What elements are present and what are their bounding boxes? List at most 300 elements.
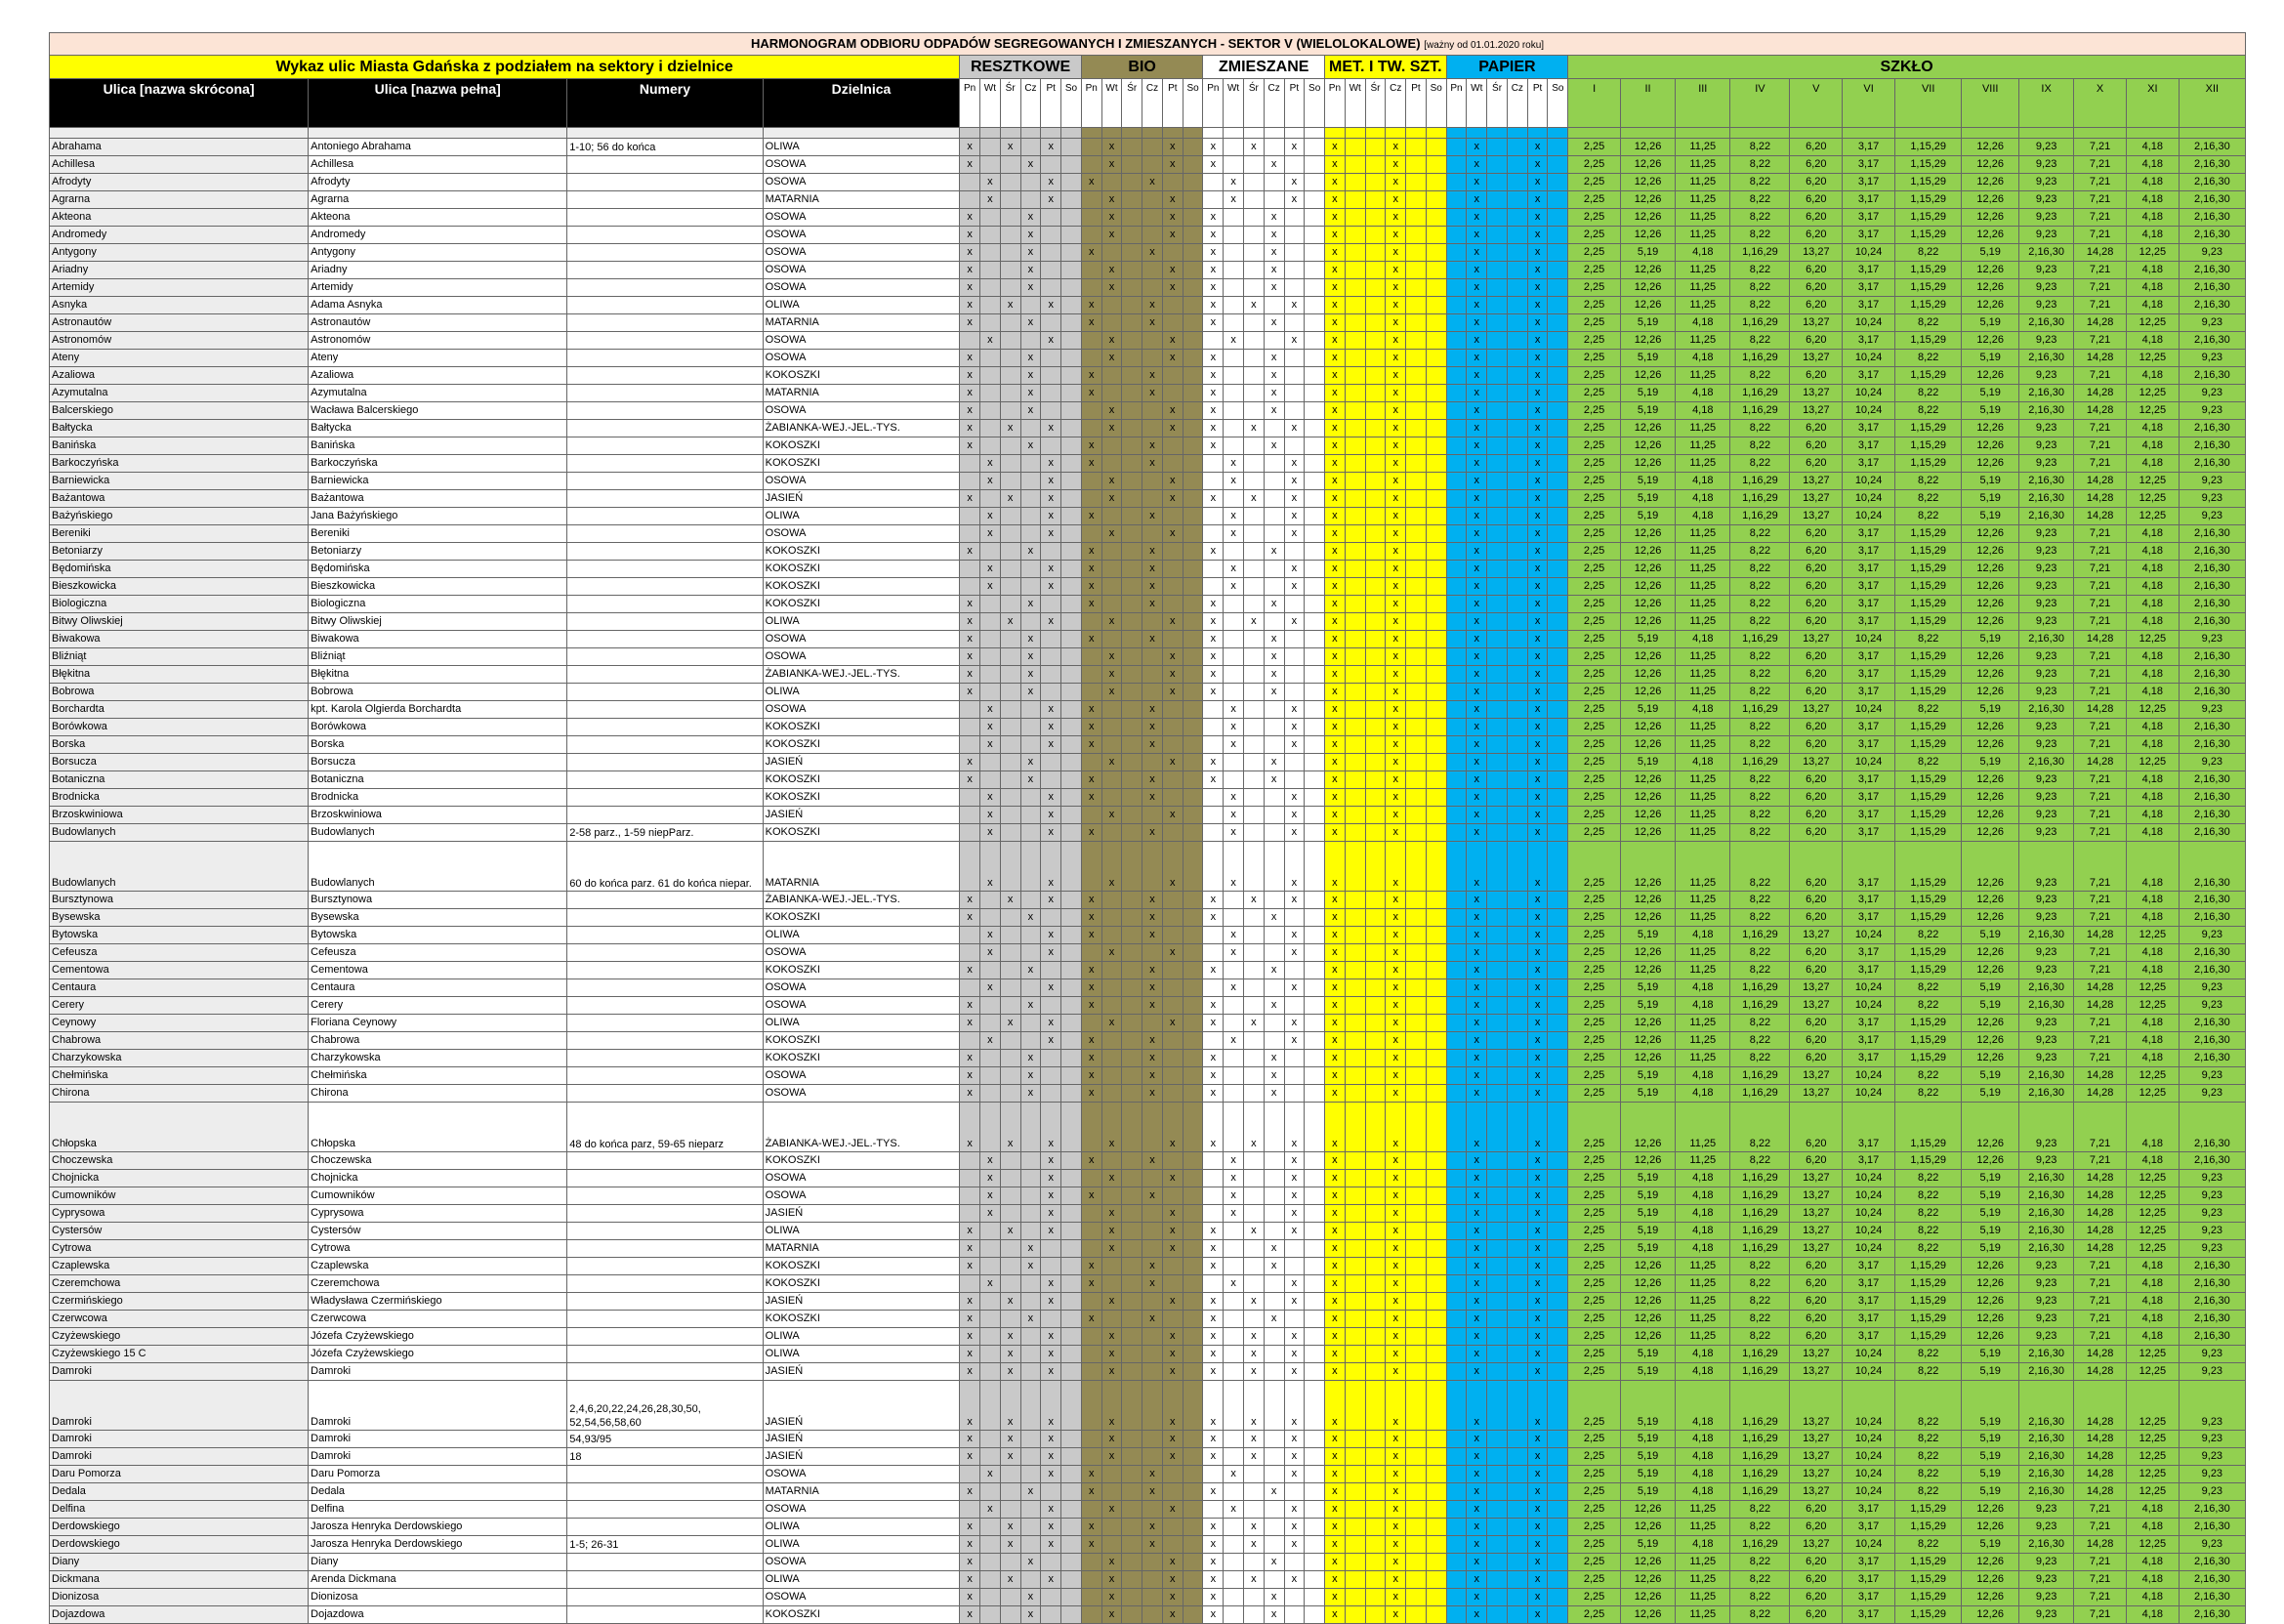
szklo-month-dates: 11,25 xyxy=(1676,789,1730,807)
resztkowe-day xyxy=(1041,437,1061,455)
szklo-month-dates: 2,25 xyxy=(1568,1554,1621,1571)
zmieszane-day: x xyxy=(1224,578,1244,596)
resztkowe-day xyxy=(1061,1328,1082,1346)
papier-day: x xyxy=(1467,962,1487,979)
papier-day xyxy=(1446,1152,1467,1170)
resztkowe-day xyxy=(1061,156,1082,174)
resztkowe-day xyxy=(1061,332,1082,350)
szklo-month-dates: 11,25 xyxy=(1676,1152,1730,1170)
zmieszane-day: x xyxy=(1203,631,1224,648)
resztkowe-day xyxy=(1020,1293,1041,1311)
resztkowe-day xyxy=(1000,437,1020,455)
table-row xyxy=(50,824,2246,842)
zmieszane-day: x xyxy=(1224,824,1244,842)
szklo-month-dates: 4,18 xyxy=(2126,789,2179,807)
szklo-month-dates: 8,22 xyxy=(1730,719,1790,736)
szklo-month-dates: 10,24 xyxy=(1843,1536,1895,1554)
street-numbers xyxy=(567,754,763,771)
bio-day xyxy=(1142,1293,1163,1311)
resztkowe-day: x xyxy=(980,455,1001,473)
papier-day xyxy=(1507,209,1527,227)
metale-day: x xyxy=(1325,648,1346,666)
street-numbers xyxy=(567,209,763,227)
szklo-month-dates: 4,18 xyxy=(2126,1015,2179,1032)
bio-day: x xyxy=(1162,227,1183,244)
month-header: III xyxy=(1676,79,1730,128)
street-short: Dickmana xyxy=(50,1571,309,1589)
papier-day: x xyxy=(1527,262,1548,279)
bio-day xyxy=(1122,525,1142,543)
resztkowe-day xyxy=(1020,1431,1041,1448)
street-numbers: 54,93/95 xyxy=(567,1431,763,1448)
papier-day xyxy=(1507,1258,1527,1275)
papier-day: x xyxy=(1467,892,1487,909)
resztkowe-day xyxy=(1020,1363,1041,1381)
street-full: Akteona xyxy=(309,209,567,227)
resztkowe-day xyxy=(960,1501,980,1519)
zmieszane-day xyxy=(1243,807,1264,824)
szklo-month-dates: 8,22 xyxy=(1730,420,1790,437)
papier-day: x xyxy=(1467,139,1487,156)
szklo-month-dates: 12,26 xyxy=(1962,367,2019,385)
szklo-month-dates: 12,26 xyxy=(1620,648,1675,666)
papier-day: x xyxy=(1527,578,1548,596)
district: MATARNIA xyxy=(763,385,960,402)
spacer-cell xyxy=(2179,128,2245,139)
resztkowe-day xyxy=(980,1554,1001,1571)
day-header: So xyxy=(1061,79,1082,128)
metale-day xyxy=(1426,437,1446,455)
bio-day xyxy=(1162,297,1183,314)
resztkowe-day xyxy=(1041,1258,1061,1275)
street-short: Abrahama xyxy=(50,139,309,156)
szklo-month-dates: 6,20 xyxy=(1790,1589,1843,1606)
resztkowe-day: x xyxy=(1000,1431,1020,1448)
bio-day: x xyxy=(1142,1536,1163,1554)
papier-day: x xyxy=(1527,842,1548,892)
bio-day xyxy=(1183,1067,1203,1085)
metale-day xyxy=(1345,1015,1365,1032)
papier-day: x xyxy=(1527,631,1548,648)
szklo-month-dates: 14,28 xyxy=(2074,1187,2127,1205)
street-numbers xyxy=(567,437,763,455)
bio-day: x xyxy=(1162,490,1183,508)
szklo-month-dates: 2,25 xyxy=(1568,279,1621,297)
resztkowe-day xyxy=(1061,561,1082,578)
bio-day xyxy=(1142,842,1163,892)
metale-day: x xyxy=(1325,824,1346,842)
szklo-month-dates: 8,22 xyxy=(1730,736,1790,754)
column-header-0: Ulica [nazwa skrócona] xyxy=(50,79,309,128)
zmieszane-day xyxy=(1284,279,1305,297)
papier-day xyxy=(1487,927,1508,944)
papier-day: x xyxy=(1467,1015,1487,1032)
district: OSOWA xyxy=(763,1187,960,1205)
street-numbers xyxy=(567,719,763,736)
papier-day xyxy=(1548,807,1568,824)
szklo-month-dates: 10,24 xyxy=(1843,1205,1895,1223)
szklo-month-dates: 3,17 xyxy=(1843,789,1895,807)
metale-day xyxy=(1345,490,1365,508)
bio-day xyxy=(1101,701,1122,719)
street-full: Artemidy xyxy=(309,279,567,297)
szklo-month-dates: 2,25 xyxy=(1568,1571,1621,1589)
resztkowe-day xyxy=(980,402,1001,420)
szklo-month-dates: 14,28 xyxy=(2074,473,2127,490)
bio-day xyxy=(1183,139,1203,156)
papier-day xyxy=(1446,332,1467,350)
street-short: Choczewska xyxy=(50,1152,309,1170)
metale-day: x xyxy=(1386,350,1406,367)
district: KOKOSZKI xyxy=(763,578,960,596)
resztkowe-day xyxy=(1061,1311,1082,1328)
szklo-month-dates: 9,23 xyxy=(2019,962,2074,979)
papier-day xyxy=(1446,648,1467,666)
bio-day xyxy=(1122,490,1142,508)
szklo-month-dates: 12,26 xyxy=(1962,1328,2019,1346)
street-numbers xyxy=(567,314,763,332)
szklo-month-dates: 4,18 xyxy=(2126,648,2179,666)
szklo-month-dates: 6,20 xyxy=(1790,1519,1843,1536)
metale-day xyxy=(1345,944,1365,962)
szklo-month-dates: 9,23 xyxy=(2019,367,2074,385)
szklo-month-dates: 6,20 xyxy=(1790,824,1843,842)
metale-day xyxy=(1365,789,1386,807)
resztkowe-day xyxy=(980,754,1001,771)
zmieszane-day: x xyxy=(1284,1032,1305,1050)
document-title: HARMONOGRAM ODBIORU ODPADÓW SEGREGOWANYCH I ZMIESZANYCH - SEKTOR V (WIELOLOKALOWE) [ważny od 01.01.2020 roku] xyxy=(50,33,2246,56)
street-numbers xyxy=(567,927,763,944)
zmieszane-day: x xyxy=(1264,1311,1284,1328)
resztkowe-day: x xyxy=(960,1328,980,1346)
metale-day xyxy=(1345,1346,1365,1363)
szklo-month-dates: 1,15,29 xyxy=(1894,1519,1961,1536)
street-full: Damroki xyxy=(309,1381,567,1431)
bio-day xyxy=(1122,332,1142,350)
resztkowe-day: x xyxy=(1041,824,1061,842)
bio-day xyxy=(1101,1483,1122,1501)
bio-day xyxy=(1183,1187,1203,1205)
zmieszane-day: x xyxy=(1264,771,1284,789)
papier-day xyxy=(1548,174,1568,191)
street-short: Delfina xyxy=(50,1501,309,1519)
szklo-month-dates: 7,21 xyxy=(2074,525,2127,543)
metale-day xyxy=(1365,455,1386,473)
bio-day xyxy=(1122,1311,1142,1328)
resztkowe-day xyxy=(1020,789,1041,807)
month-header: IV xyxy=(1730,79,1790,128)
resztkowe-day xyxy=(1061,1571,1082,1589)
bio-day xyxy=(1122,684,1142,701)
resztkowe-day xyxy=(1061,1466,1082,1483)
zmieszane-day xyxy=(1305,543,1325,561)
szklo-month-dates: 1,16,29 xyxy=(1730,244,1790,262)
zmieszane-day: x xyxy=(1264,909,1284,927)
bio-day xyxy=(1122,754,1142,771)
papier-day xyxy=(1487,1050,1508,1067)
szklo-month-dates: 6,20 xyxy=(1790,174,1843,191)
resztkowe-day xyxy=(980,420,1001,437)
bio-day xyxy=(1142,490,1163,508)
szklo-month-dates: 4,18 xyxy=(1676,927,1730,944)
szklo-month-dates: 8,22 xyxy=(1894,244,1961,262)
szklo-month-dates: 2,16,30 xyxy=(2179,1606,2245,1624)
resztkowe-day xyxy=(1061,1223,1082,1240)
district: JASIEŃ xyxy=(763,754,960,771)
district: OSOWA xyxy=(763,279,960,297)
bio-day xyxy=(1101,1258,1122,1275)
street-numbers xyxy=(567,1275,763,1293)
bio-day xyxy=(1183,666,1203,684)
resztkowe-day: x xyxy=(980,1170,1001,1187)
street-numbers xyxy=(567,892,763,909)
street-numbers xyxy=(567,227,763,244)
szklo-month-dates: 2,25 xyxy=(1568,578,1621,596)
zmieszane-day: x xyxy=(1203,1103,1224,1152)
resztkowe-day xyxy=(980,1519,1001,1536)
metale-day: x xyxy=(1386,1050,1406,1067)
bio-day xyxy=(1162,789,1183,807)
zmieszane-day: x xyxy=(1224,525,1244,543)
day-header: Cz xyxy=(1020,79,1041,128)
bio-day: x xyxy=(1081,174,1101,191)
metale-day xyxy=(1365,490,1386,508)
street-full: Centaura xyxy=(309,979,567,997)
resztkowe-day xyxy=(1061,350,1082,367)
zmieszane-day: x xyxy=(1264,402,1284,420)
zmieszane-day: x xyxy=(1224,1032,1244,1050)
szklo-month-dates: 10,24 xyxy=(1843,244,1895,262)
street-short: Chłopska xyxy=(50,1103,309,1152)
metale-day xyxy=(1345,789,1365,807)
table-row xyxy=(50,525,2246,543)
papier-day xyxy=(1548,1187,1568,1205)
papier-day: x xyxy=(1527,455,1548,473)
resztkowe-day: x xyxy=(980,332,1001,350)
szklo-month-dates: 12,25 xyxy=(2126,754,2179,771)
szklo-month-dates: 2,16,30 xyxy=(2019,1170,2074,1187)
metale-day xyxy=(1406,807,1427,824)
bio-day xyxy=(1162,244,1183,262)
district: ŻABIANKA-WEJ.-JEL.-TYS. xyxy=(763,1103,960,1152)
resztkowe-day: x xyxy=(960,139,980,156)
zmieszane-day xyxy=(1305,613,1325,631)
szklo-month-dates: 5,19 xyxy=(1620,1085,1675,1103)
bio-day xyxy=(1162,1085,1183,1103)
resztkowe-day: x xyxy=(960,437,980,455)
zmieszane-day xyxy=(1224,297,1244,314)
bio-day xyxy=(1101,1536,1122,1554)
szklo-month-dates: 2,25 xyxy=(1568,139,1621,156)
zmieszane-day xyxy=(1284,1067,1305,1085)
bio-day xyxy=(1162,385,1183,402)
szklo-month-dates: 7,21 xyxy=(2074,543,2127,561)
metale-day: x xyxy=(1325,244,1346,262)
metale-day xyxy=(1345,332,1365,350)
szklo-month-dates: 1,15,29 xyxy=(1894,962,1961,979)
zmieszane-day: x xyxy=(1284,1448,1305,1466)
papier-day: x xyxy=(1467,979,1487,997)
metale-day xyxy=(1365,1501,1386,1519)
resztkowe-day xyxy=(1000,1275,1020,1293)
district: KOKOSZKI xyxy=(763,909,960,927)
street-numbers xyxy=(567,1501,763,1519)
resztkowe-day xyxy=(1020,1501,1041,1519)
szklo-month-dates: 12,25 xyxy=(2126,385,2179,402)
papier-day xyxy=(1548,244,1568,262)
szklo-month-dates: 12,26 xyxy=(1620,1050,1675,1067)
szklo-month-dates: 9,23 xyxy=(2179,979,2245,997)
szklo-month-dates: 9,23 xyxy=(2179,1448,2245,1466)
szklo-month-dates: 7,21 xyxy=(2074,684,2127,701)
zmieszane-day: x xyxy=(1203,892,1224,909)
szklo-month-dates: 13,27 xyxy=(1790,1483,1843,1501)
table-row xyxy=(50,543,2246,561)
szklo-month-dates: 2,25 xyxy=(1568,1293,1621,1311)
street-full: Borska xyxy=(309,736,567,754)
bio-day xyxy=(1183,1328,1203,1346)
szklo-month-dates: 6,20 xyxy=(1790,1606,1843,1624)
zmieszane-day xyxy=(1284,1589,1305,1606)
bio-day xyxy=(1162,824,1183,842)
szklo-month-dates: 11,25 xyxy=(1676,578,1730,596)
szklo-month-dates: 11,25 xyxy=(1676,736,1730,754)
szklo-month-dates: 12,25 xyxy=(2126,1466,2179,1483)
szklo-month-dates: 3,17 xyxy=(1843,1293,1895,1311)
szklo-month-dates: 9,23 xyxy=(2019,1519,2074,1536)
street-numbers xyxy=(567,666,763,684)
papier-day xyxy=(1507,1050,1527,1067)
zmieszane-day xyxy=(1224,279,1244,297)
szklo-month-dates: 9,23 xyxy=(2019,262,2074,279)
zmieszane-day: x xyxy=(1203,1606,1224,1624)
papier-day xyxy=(1446,227,1467,244)
metale-day xyxy=(1365,332,1386,350)
bio-day: x xyxy=(1081,631,1101,648)
papier-day: x xyxy=(1467,1501,1487,1519)
szklo-month-dates: 9,23 xyxy=(2179,1240,2245,1258)
papier-day xyxy=(1548,332,1568,350)
szklo-month-dates: 8,22 xyxy=(1730,297,1790,314)
resztkowe-day xyxy=(1020,613,1041,631)
metale-day: x xyxy=(1325,1328,1346,1346)
street-full: Czeremchowa xyxy=(309,1275,567,1293)
zmieszane-day: x xyxy=(1284,1431,1305,1448)
papier-day: x xyxy=(1467,1170,1487,1187)
bio-day: x xyxy=(1142,508,1163,525)
zmieszane-day: x xyxy=(1203,262,1224,279)
metale-day xyxy=(1406,1466,1427,1483)
metale-day xyxy=(1365,174,1386,191)
metale-day xyxy=(1426,314,1446,332)
metale-day xyxy=(1365,1275,1386,1293)
resztkowe-day: x xyxy=(1020,771,1041,789)
resztkowe-day xyxy=(1020,1205,1041,1223)
street-numbers xyxy=(567,684,763,701)
table-row xyxy=(50,402,2246,420)
szklo-month-dates: 9,23 xyxy=(2019,279,2074,297)
zmieszane-day xyxy=(1264,297,1284,314)
resztkowe-day xyxy=(1000,1067,1020,1085)
zmieszane-day xyxy=(1305,367,1325,385)
bio-day: x xyxy=(1101,1381,1122,1431)
papier-day: x xyxy=(1527,156,1548,174)
szklo-month-dates: 2,25 xyxy=(1568,543,1621,561)
resztkowe-day: x xyxy=(1041,561,1061,578)
district: KOKOSZKI xyxy=(763,824,960,842)
resztkowe-day: x xyxy=(1041,1223,1061,1240)
street-full: Cerery xyxy=(309,997,567,1015)
table-row xyxy=(50,736,2246,754)
metale-day: x xyxy=(1386,684,1406,701)
bio-day xyxy=(1081,139,1101,156)
zmieszane-day: x xyxy=(1264,1258,1284,1275)
szklo-month-dates: 4,18 xyxy=(2126,543,2179,561)
district: JASIEŃ xyxy=(763,1205,960,1223)
zmieszane-day: x xyxy=(1264,666,1284,684)
resztkowe-day xyxy=(1000,736,1020,754)
resztkowe-day xyxy=(1061,631,1082,648)
resztkowe-day xyxy=(960,736,980,754)
papier-day xyxy=(1548,1223,1568,1240)
metale-day xyxy=(1426,824,1446,842)
bio-day xyxy=(1122,771,1142,789)
street-short: Antygony xyxy=(50,244,309,262)
papier-day xyxy=(1487,666,1508,684)
metale-day: x xyxy=(1325,156,1346,174)
resztkowe-day: x xyxy=(980,473,1001,490)
bio-day xyxy=(1101,631,1122,648)
table-row xyxy=(50,684,2246,701)
zmieszane-day xyxy=(1264,508,1284,525)
papier-day xyxy=(1548,1170,1568,1187)
szklo-month-dates: 1,15,29 xyxy=(1894,455,1961,473)
zmieszane-day xyxy=(1224,648,1244,666)
papier-day xyxy=(1446,1536,1467,1554)
szklo-month-dates: 5,19 xyxy=(1620,979,1675,997)
szklo-month-dates: 5,19 xyxy=(1962,1536,2019,1554)
zmieszane-day xyxy=(1243,1170,1264,1187)
resztkowe-day: x xyxy=(960,631,980,648)
zmieszane-day: x xyxy=(1203,1536,1224,1554)
resztkowe-day xyxy=(1000,754,1020,771)
resztkowe-day xyxy=(1061,719,1082,736)
street-full: Diany xyxy=(309,1554,567,1571)
metale-day xyxy=(1365,824,1386,842)
resztkowe-day xyxy=(1041,596,1061,613)
metale-day: x xyxy=(1325,543,1346,561)
metale-day: x xyxy=(1386,1381,1406,1431)
szklo-month-dates: 9,23 xyxy=(2179,1205,2245,1223)
szklo-month-dates: 11,25 xyxy=(1676,1015,1730,1032)
resztkowe-day xyxy=(1020,1466,1041,1483)
resztkowe-day xyxy=(1041,156,1061,174)
resztkowe-day xyxy=(1020,1015,1041,1032)
bio-day xyxy=(1101,437,1122,455)
metale-day xyxy=(1406,1519,1427,1536)
street-numbers xyxy=(567,1223,763,1240)
zmieszane-day xyxy=(1224,385,1244,402)
papier-day xyxy=(1446,1015,1467,1032)
papier-day: x xyxy=(1467,1536,1487,1554)
szklo-month-dates: 2,25 xyxy=(1568,1275,1621,1293)
metale-day xyxy=(1406,543,1427,561)
street-short: Asnyka xyxy=(50,297,309,314)
bio-day xyxy=(1162,631,1183,648)
szklo-month-dates: 2,25 xyxy=(1568,1466,1621,1483)
zmieszane-day: x xyxy=(1284,1381,1305,1431)
papier-day: x xyxy=(1527,1032,1548,1050)
